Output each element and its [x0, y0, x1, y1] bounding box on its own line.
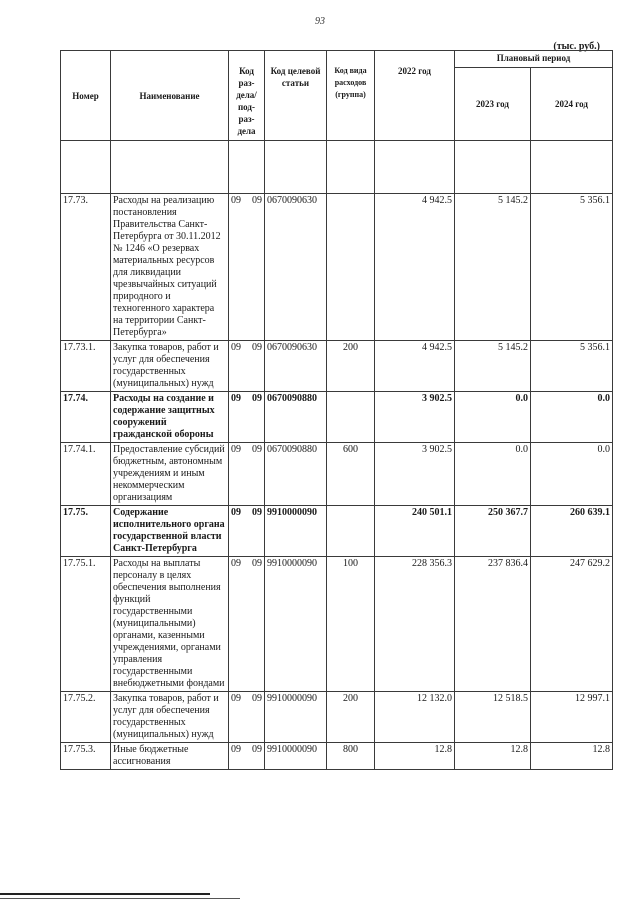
row-value-2023: 12.8 — [455, 743, 531, 770]
row-name: Закупка товаров, работ и услуг для обеспечения государственных (муниципальных) нужд — [111, 341, 229, 392]
row-value-2022: 228 356.3 — [375, 557, 455, 692]
row-name: Содержание исполнительного органа государственной власти Санкт-Петербурга — [111, 506, 229, 557]
row-value-2022: 12.8 — [375, 743, 455, 770]
row-section-code — [229, 743, 265, 770]
row-section-code — [229, 506, 265, 557]
row-value-2022: 12 132.0 — [375, 692, 455, 743]
row-section-code — [229, 443, 265, 506]
row-value-2023: 0.0 — [455, 392, 531, 443]
row-number: 17.75.2. — [61, 692, 111, 743]
row-value-2024: 12.8 — [531, 743, 613, 770]
footer-rule — [0, 893, 210, 895]
row-value-2024: 0.0 — [531, 443, 613, 506]
row-section-code — [229, 692, 265, 743]
row-value-2023: 250 367.7 — [455, 506, 531, 557]
row-value-2022: 240 501.1 — [375, 506, 455, 557]
row-number: 17.74. — [61, 392, 111, 443]
budget-table — [60, 50, 613, 770]
table-row — [61, 506, 613, 557]
row-target-code: 0670090880 — [265, 443, 327, 506]
header-expense-type: Код вида расходов (группа) — [327, 51, 375, 141]
table-row — [61, 743, 613, 770]
row-number: 17.75.1. — [61, 557, 111, 692]
row-value-2024: 12 997.1 — [531, 692, 613, 743]
table-row — [61, 392, 613, 443]
row-expense-type: 600 — [327, 443, 375, 506]
razdel-code: 09 — [231, 444, 241, 455]
podrazdel-code: 09 — [252, 393, 262, 404]
podrazdel-code: 09 — [252, 507, 262, 518]
razdel-code: 09 — [231, 507, 241, 518]
header-year-2023: 2023 год — [455, 68, 531, 141]
row-name: Расходы на создание и содержание защитных сооружений гражданской обороны — [111, 392, 229, 443]
razdel-code: 09 — [231, 693, 241, 704]
row-target-code: 0670090630 — [265, 194, 327, 341]
row-value-2023: 0.0 — [455, 443, 531, 506]
podrazdel-code: 09 — [252, 744, 262, 755]
header-name: Наименование — [111, 51, 229, 141]
row-value-2022: 3 902.5 — [375, 443, 455, 506]
row-target-code: 0670090880 — [265, 392, 327, 443]
row-section-code — [229, 194, 265, 341]
row-value-2024: 0.0 — [531, 392, 613, 443]
podrazdel-code: 09 — [252, 342, 262, 353]
table-row — [61, 443, 613, 506]
row-number: 17.73. — [61, 194, 111, 341]
table-body — [61, 141, 613, 770]
table-row — [61, 194, 613, 341]
row-expense-type: 200 — [327, 341, 375, 392]
header-planning-period: Плановый период — [455, 51, 613, 68]
row-target-code: 9910000090 — [265, 692, 327, 743]
footer-rule-thin — [0, 898, 240, 899]
row-target-code: 9910000090 — [265, 557, 327, 692]
podrazdel-code: 09 — [252, 693, 262, 704]
row-name: Закупка товаров, работ и услуг для обеспечения государственных (муниципальных) нужд — [111, 692, 229, 743]
row-number: 17.75. — [61, 506, 111, 557]
podrazdel-code: 09 — [252, 195, 262, 206]
table-row — [61, 557, 613, 692]
razdel-code: 09 — [231, 558, 241, 569]
row-value-2022: 3 902.5 — [375, 392, 455, 443]
row-section-code — [229, 557, 265, 692]
row-value-2022: 4 942.5 — [375, 194, 455, 341]
units-label: (тыс. руб.) — [553, 41, 600, 52]
row-value-2023: 12 518.5 — [455, 692, 531, 743]
razdel-code: 09 — [231, 744, 241, 755]
spacer-row — [61, 141, 613, 194]
podrazdel-code: 09 — [252, 558, 262, 569]
row-value-2024: 247 629.2 — [531, 557, 613, 692]
row-section-code — [229, 392, 265, 443]
row-section-code — [229, 341, 265, 392]
page-number: 93 — [315, 16, 325, 27]
razdel-code: 09 — [231, 393, 241, 404]
podrazdel-code: 09 — [252, 444, 262, 455]
header-target-code: Код целевой статьи — [265, 51, 327, 141]
row-value-2024: 5 356.1 — [531, 341, 613, 392]
header-section-code: Код раз- дела/ под- раз- дела — [229, 51, 265, 141]
row-number: 17.74.1. — [61, 443, 111, 506]
row-value-2023: 5 145.2 — [455, 194, 531, 341]
row-expense-type — [327, 392, 375, 443]
razdel-code: 09 — [231, 342, 241, 353]
row-name: Предоставление субсидий бюджетным, автономным учреждениям и иным некоммерческим организациям — [111, 443, 229, 506]
row-target-code: 9910000090 — [265, 506, 327, 557]
row-name: Иные бюджетные ассигнования — [111, 743, 229, 770]
row-value-2023: 5 145.2 — [455, 341, 531, 392]
row-number: 17.75.3. — [61, 743, 111, 770]
row-expense-type: 100 — [327, 557, 375, 692]
razdel-code: 09 — [231, 195, 241, 206]
row-expense-type: 200 — [327, 692, 375, 743]
table-row — [61, 692, 613, 743]
row-value-2023: 237 836.4 — [455, 557, 531, 692]
row-number: 17.73.1. — [61, 341, 111, 392]
row-value-2024: 260 639.1 — [531, 506, 613, 557]
row-name: Расходы на реализацию постановления Правительства Санкт-Петербурга от 30.11.2012 № 1246 «О резервах материальных ресурсов для ликвидации чрезвычайных ситуаций природного и техногенного характера на территории Санкт-Петербурга» — [111, 194, 229, 341]
row-target-code: 9910000090 — [265, 743, 327, 770]
row-expense-type: 800 — [327, 743, 375, 770]
row-value-2024: 5 356.1 — [531, 194, 613, 341]
row-expense-type — [327, 506, 375, 557]
row-value-2022: 4 942.5 — [375, 341, 455, 392]
row-name: Расходы на выплаты персоналу в целях обеспечения выполнения функций государственными (муниципальными) органами, казенными учреждениями, органами управления государственными внебюджетными фондами — [111, 557, 229, 692]
header-year-2022: 2022 год — [375, 51, 455, 141]
table-row — [61, 341, 613, 392]
header-year-2024: 2024 год — [531, 68, 613, 141]
row-target-code: 0670090630 — [265, 341, 327, 392]
header-number: Номер — [61, 51, 111, 141]
row-expense-type — [327, 194, 375, 341]
